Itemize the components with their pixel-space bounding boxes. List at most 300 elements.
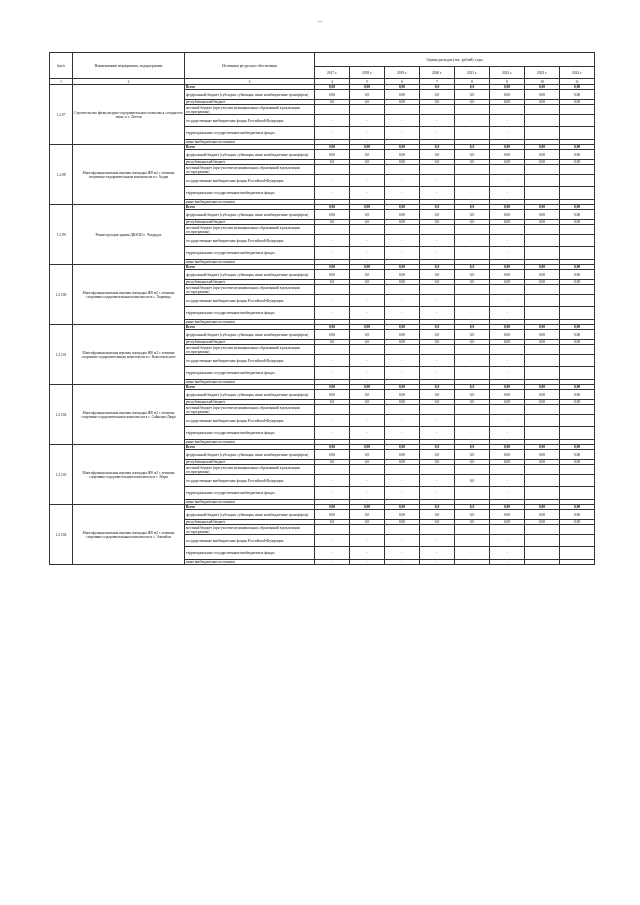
amount-cell: - bbox=[490, 487, 525, 500]
amount-cell: 0,0 bbox=[455, 210, 490, 220]
funding-source: территориальные государственные внебюджетные фонды bbox=[185, 307, 315, 320]
amount-cell bbox=[525, 285, 560, 295]
amount-cell: 0,0 bbox=[350, 330, 385, 340]
amount-cell: - bbox=[385, 547, 420, 560]
amount-cell: 0,00 bbox=[560, 445, 595, 450]
amount-cell: 0,0 bbox=[420, 460, 455, 465]
column-number: 2 bbox=[73, 79, 185, 85]
amount-cell bbox=[420, 285, 455, 295]
header-year: 2024 г. bbox=[560, 67, 595, 79]
amount-cell: - bbox=[350, 355, 385, 367]
amount-cell: 0,00 bbox=[385, 265, 420, 270]
amount-cell bbox=[560, 525, 595, 535]
column-number: 5 bbox=[350, 79, 385, 85]
amount-cell: - bbox=[455, 175, 490, 187]
amount-cell bbox=[420, 165, 455, 175]
amount-cell bbox=[560, 355, 595, 367]
amount-cell bbox=[525, 127, 560, 140]
item-name: Многофункциональная игровая площадка 800 м2 с летними спортивно-оздоровительным комплексом в с. Эльгяйчи bbox=[73, 505, 185, 565]
amount-cell: 0,00 bbox=[350, 325, 385, 330]
amount-cell: 0,0 bbox=[350, 510, 385, 520]
amount-cell: - bbox=[490, 415, 525, 427]
amount-cell bbox=[455, 465, 490, 475]
amount-cell: 0,0 bbox=[455, 325, 490, 330]
amount-cell bbox=[350, 465, 385, 475]
amount-cell bbox=[315, 345, 350, 355]
amount-cell bbox=[350, 525, 385, 535]
amount-cell: 0,0 bbox=[420, 400, 455, 405]
amount-cell: 0,00 bbox=[350, 385, 385, 390]
amount-cell: - bbox=[420, 427, 455, 440]
item-name: Строительство физкультурно-оздоровительного комплекса «открытого типа» в с. Легеля bbox=[73, 85, 185, 145]
amount-cell: 0,00 bbox=[315, 450, 350, 460]
amount-cell: - bbox=[385, 355, 420, 367]
funding-source: территориальные государственные внебюджетные фонды bbox=[185, 487, 315, 500]
amount-cell: - bbox=[350, 175, 385, 187]
funding-source: федеральный бюджет (субсидии, субвенции, иные межбюджетные трансферты) bbox=[185, 150, 315, 160]
amount-cell: - bbox=[490, 535, 525, 547]
amount-cell: 0,0 bbox=[350, 210, 385, 220]
amount-cell: - bbox=[420, 367, 455, 380]
amount-cell: 0,00 bbox=[350, 505, 385, 510]
amount-cell: - bbox=[490, 547, 525, 560]
amount-cell bbox=[560, 295, 595, 307]
amount-cell: - bbox=[490, 367, 525, 380]
amount-cell bbox=[525, 465, 560, 475]
amount-cell bbox=[525, 345, 560, 355]
amount-cell: 0,0 bbox=[315, 100, 350, 105]
amount-cell bbox=[420, 105, 455, 115]
amount-cell bbox=[490, 225, 525, 235]
amount-cell: 0,00 bbox=[315, 505, 350, 510]
amount-cell: - bbox=[455, 295, 490, 307]
amount-cell: 0,0 bbox=[420, 340, 455, 345]
amount-cell: 0,0 bbox=[420, 160, 455, 165]
amount-cell: 0,00 bbox=[385, 210, 420, 220]
item-code: 1.2.99 bbox=[50, 205, 73, 265]
amount-cell bbox=[315, 465, 350, 475]
item-name: Многофункциональная игровая площадка 800 м2 с летними спортивно-оздоровительным комплексом в с. Хоринцы bbox=[73, 265, 185, 325]
amount-cell bbox=[315, 285, 350, 295]
amount-cell: 0,00 bbox=[560, 210, 595, 220]
amount-cell bbox=[525, 225, 560, 235]
amount-cell: 0,00 bbox=[490, 205, 525, 210]
amount-cell: 0,0 bbox=[350, 150, 385, 160]
amount-cell: - bbox=[385, 247, 420, 260]
funding-source: государственные внебюджетные фонды Российской Федерации bbox=[185, 295, 315, 307]
amount-cell: 0,00 bbox=[315, 445, 350, 450]
amount-cell bbox=[560, 235, 595, 247]
amount-cell bbox=[385, 405, 420, 415]
amount-cell: - bbox=[315, 295, 350, 307]
amount-cell bbox=[525, 105, 560, 115]
amount-cell: - bbox=[420, 200, 455, 205]
amount-cell bbox=[560, 105, 595, 115]
funding-source: иные внебюджетные источники bbox=[185, 380, 315, 385]
amount-cell: - bbox=[490, 260, 525, 265]
amount-cell: 0,00 bbox=[385, 505, 420, 510]
amount-cell bbox=[560, 187, 595, 200]
amount-cell: 0,00 bbox=[560, 265, 595, 270]
amount-cell: - bbox=[385, 295, 420, 307]
item-code: 1.2.97 bbox=[50, 85, 73, 145]
amount-cell bbox=[560, 247, 595, 260]
amount-cell: 0,0 bbox=[455, 150, 490, 160]
amount-cell: - bbox=[385, 140, 420, 145]
amount-cell: 0,00 bbox=[525, 280, 560, 285]
amount-cell: - bbox=[315, 235, 350, 247]
amount-cell bbox=[315, 165, 350, 175]
item-code: 1.2.100 bbox=[50, 265, 73, 325]
amount-cell: - bbox=[420, 487, 455, 500]
amount-cell bbox=[455, 225, 490, 235]
amount-cell: 0,00 bbox=[385, 90, 420, 100]
amount-cell bbox=[560, 560, 595, 565]
amount-cell: - bbox=[315, 535, 350, 547]
amount-cell: 0,0 bbox=[455, 445, 490, 450]
amount-cell bbox=[525, 405, 560, 415]
amount-cell: 0,00 bbox=[490, 280, 525, 285]
amount-cell: - bbox=[385, 475, 420, 487]
amount-cell: - bbox=[350, 235, 385, 247]
amount-cell bbox=[525, 560, 560, 565]
amount-cell: - bbox=[455, 487, 490, 500]
funding-source: Всего bbox=[185, 145, 315, 150]
amount-cell: 0,00 bbox=[560, 330, 595, 340]
item-code: 1.2.102 bbox=[50, 385, 73, 445]
amount-cell: - bbox=[315, 260, 350, 265]
amount-cell bbox=[525, 367, 560, 380]
amount-cell: 0,00 bbox=[560, 280, 595, 285]
amount-cell bbox=[315, 225, 350, 235]
item-name: Многофункциональная игровая площадка 800 м2 с летними спортивно-оздоровительным комплексом в с. Сайылык-Дюра bbox=[73, 385, 185, 445]
amount-cell: 0,0 bbox=[420, 325, 455, 330]
amount-cell: 0,00 bbox=[525, 205, 560, 210]
amount-cell: 0,00 bbox=[385, 330, 420, 340]
funding-source: Всего bbox=[185, 205, 315, 210]
amount-cell: 0,00 bbox=[385, 280, 420, 285]
amount-cell: 0,00 bbox=[315, 210, 350, 220]
funding-source: Всего bbox=[185, 325, 315, 330]
amount-cell: - bbox=[350, 475, 385, 487]
amount-cell: - bbox=[315, 200, 350, 205]
amount-cell: - bbox=[315, 140, 350, 145]
amount-cell: 0,0 bbox=[315, 220, 350, 225]
amount-cell: 0,0 bbox=[420, 270, 455, 280]
amount-cell: - bbox=[455, 427, 490, 440]
amount-cell: 0,00 bbox=[525, 210, 560, 220]
amount-cell: 0,0 bbox=[455, 520, 490, 525]
amount-cell bbox=[560, 535, 595, 547]
header-year: 2019 г. bbox=[385, 67, 420, 79]
amount-cell: 0,0 bbox=[315, 460, 350, 465]
amount-cell: 0,00 bbox=[350, 145, 385, 150]
amount-cell: - bbox=[420, 560, 455, 565]
amount-cell bbox=[350, 105, 385, 115]
amount-cell: 0,00 bbox=[315, 90, 350, 100]
amount-cell: 0,00 bbox=[385, 205, 420, 210]
amount-cell: - bbox=[455, 500, 490, 505]
funding-source: иные внебюджетные источники bbox=[185, 500, 315, 505]
amount-cell: - bbox=[385, 235, 420, 247]
amount-cell: 0,00 bbox=[350, 85, 385, 90]
amount-cell: - bbox=[490, 200, 525, 205]
column-number: 1 bbox=[50, 79, 73, 85]
amount-cell: 0,00 bbox=[350, 445, 385, 450]
funding-source: местный бюджет (при участии муниципальных образований в реализации госпрограммы) bbox=[185, 465, 315, 475]
amount-cell bbox=[560, 475, 595, 487]
amount-cell: 0,0 bbox=[350, 390, 385, 400]
amount-cell: - bbox=[350, 440, 385, 445]
amount-cell bbox=[350, 285, 385, 295]
amount-cell bbox=[525, 307, 560, 320]
amount-cell: 0,00 bbox=[525, 330, 560, 340]
amount-cell: 0,0 bbox=[315, 280, 350, 285]
amount-cell: 0,00 bbox=[385, 145, 420, 150]
amount-cell bbox=[560, 547, 595, 560]
funding-source: федеральный бюджет (субсидии, субвенции, иные межбюджетные трансферты) bbox=[185, 450, 315, 460]
funding-source: местный бюджет (при участии муниципальных образований в реализации госпрограммы) bbox=[185, 405, 315, 415]
amount-cell: - bbox=[420, 475, 455, 487]
funding-source: республиканский бюджет bbox=[185, 340, 315, 345]
amount-cell: - bbox=[490, 235, 525, 247]
amount-cell bbox=[560, 487, 595, 500]
amount-cell bbox=[315, 405, 350, 415]
amount-cell: - bbox=[315, 115, 350, 127]
amount-cell bbox=[560, 465, 595, 475]
amount-cell: 0,00 bbox=[490, 145, 525, 150]
amount-cell: 0,0 bbox=[420, 280, 455, 285]
amount-cell: 0,00 bbox=[525, 385, 560, 390]
amount-cell: 0,00 bbox=[560, 510, 595, 520]
amount-cell bbox=[560, 175, 595, 187]
amount-cell: - bbox=[385, 560, 420, 565]
amount-cell bbox=[560, 115, 595, 127]
amount-cell bbox=[525, 535, 560, 547]
amount-cell: 0,00 bbox=[490, 385, 525, 390]
funding-source: республиканский бюджет bbox=[185, 280, 315, 285]
amount-cell: 0,00 bbox=[490, 100, 525, 105]
amount-cell: - bbox=[455, 547, 490, 560]
amount-cell bbox=[420, 345, 455, 355]
funding-source: государственные внебюджетные фонды Российской Федерации bbox=[185, 115, 315, 127]
amount-cell: 0,00 bbox=[385, 340, 420, 345]
amount-cell: - bbox=[420, 355, 455, 367]
funding-source: республиканский бюджет bbox=[185, 220, 315, 225]
amount-cell: - bbox=[350, 295, 385, 307]
amount-cell: - bbox=[490, 440, 525, 445]
amount-cell: - bbox=[385, 367, 420, 380]
column-number: 9 bbox=[490, 79, 525, 85]
amount-cell: 0,0 bbox=[315, 400, 350, 405]
amount-cell bbox=[455, 285, 490, 295]
amount-cell: - bbox=[385, 187, 420, 200]
amount-cell bbox=[385, 225, 420, 235]
column-number: 10 bbox=[525, 79, 560, 85]
amount-cell: - bbox=[350, 187, 385, 200]
amount-cell bbox=[490, 345, 525, 355]
funding-source: территориальные государственные внебюджетные фонды bbox=[185, 127, 315, 140]
amount-cell: - bbox=[315, 187, 350, 200]
amount-cell: 0,00 bbox=[560, 150, 595, 160]
amount-cell: 0,0 bbox=[315, 160, 350, 165]
amount-cell: - bbox=[420, 535, 455, 547]
amount-cell: 0,00 bbox=[315, 330, 350, 340]
amount-cell: - bbox=[350, 200, 385, 205]
amount-cell: 0,00 bbox=[560, 505, 595, 510]
funding-source: иные внебюджетные источники bbox=[185, 140, 315, 145]
amount-cell: - bbox=[315, 500, 350, 505]
amount-cell: - bbox=[385, 500, 420, 505]
amount-cell: - bbox=[350, 140, 385, 145]
amount-cell: 0,0 bbox=[455, 450, 490, 460]
amount-cell: 0,0 bbox=[455, 100, 490, 105]
amount-cell: - bbox=[490, 295, 525, 307]
amount-cell: 0,0 bbox=[455, 505, 490, 510]
amount-cell: 0,0 bbox=[350, 280, 385, 285]
amount-cell bbox=[455, 345, 490, 355]
funding-source: республиканский бюджет bbox=[185, 520, 315, 525]
amount-cell: - bbox=[385, 320, 420, 325]
amount-cell: 0,00 bbox=[525, 400, 560, 405]
amount-cell: - bbox=[455, 307, 490, 320]
amount-cell: 0,00 bbox=[560, 220, 595, 225]
amount-cell bbox=[420, 225, 455, 235]
amount-cell: 0,0 bbox=[350, 340, 385, 345]
funding-source: Всего bbox=[185, 265, 315, 270]
amount-cell bbox=[560, 427, 595, 440]
funding-source: государственные внебюджетные фонды Российской Федерации bbox=[185, 175, 315, 187]
amount-cell: 0,00 bbox=[315, 205, 350, 210]
amount-cell: 0,0 bbox=[455, 160, 490, 165]
amount-cell: - bbox=[455, 127, 490, 140]
amount-cell: 0,00 bbox=[560, 205, 595, 210]
amount-cell: 0,0 bbox=[420, 385, 455, 390]
amount-cell bbox=[525, 427, 560, 440]
amount-cell: - bbox=[350, 427, 385, 440]
amount-cell: - bbox=[385, 440, 420, 445]
funding-source: иные внебюджетные источники bbox=[185, 200, 315, 205]
amount-cell bbox=[560, 285, 595, 295]
amount-cell: 0,00 bbox=[525, 265, 560, 270]
funding-source: федеральный бюджет (субсидии, субвенции, иные межбюджетные трансферты) bbox=[185, 330, 315, 340]
amount-cell bbox=[455, 525, 490, 535]
amount-cell: 0,00 bbox=[490, 210, 525, 220]
amount-cell: 0,00 bbox=[525, 90, 560, 100]
amount-cell: 0,0 bbox=[350, 270, 385, 280]
funding-source: федеральный бюджет (субсидии, субвенции, иные межбюджетные трансферты) bbox=[185, 90, 315, 100]
amount-cell: 0,0 bbox=[455, 90, 490, 100]
amount-cell: 0,0 bbox=[420, 90, 455, 100]
amount-cell: - bbox=[315, 355, 350, 367]
amount-cell: 0,00 bbox=[490, 340, 525, 345]
amount-cell: 0,00 bbox=[315, 270, 350, 280]
amount-cell bbox=[350, 345, 385, 355]
header-source: Источники ресурсного обеспечения bbox=[185, 53, 315, 79]
amount-cell: 0,00 bbox=[350, 205, 385, 210]
amount-cell: - bbox=[455, 187, 490, 200]
amount-cell bbox=[560, 345, 595, 355]
funding-source: иные внебюджетные источники bbox=[185, 440, 315, 445]
amount-cell: 0,0 bbox=[420, 265, 455, 270]
funding-source: местный бюджет (при участии муниципальных образований в реализации госпрограммы) bbox=[185, 225, 315, 235]
amount-cell: 0,0 bbox=[455, 475, 490, 487]
amount-cell: 0,00 bbox=[490, 160, 525, 165]
amount-cell: 0,0 bbox=[350, 220, 385, 225]
amount-cell bbox=[315, 105, 350, 115]
amount-cell: 0,00 bbox=[560, 450, 595, 460]
amount-cell: - bbox=[350, 560, 385, 565]
amount-cell: - bbox=[315, 175, 350, 187]
amount-cell: - bbox=[490, 320, 525, 325]
amount-cell: - bbox=[455, 235, 490, 247]
amount-cell: 0,0 bbox=[420, 100, 455, 105]
amount-cell: - bbox=[420, 295, 455, 307]
amount-cell: 0,0 bbox=[455, 340, 490, 345]
amount-cell: - bbox=[420, 175, 455, 187]
amount-cell: 0,00 bbox=[490, 150, 525, 160]
header-name: Наименование мероприятия, подпрограммы bbox=[73, 53, 185, 79]
amount-cell: 0,0 bbox=[420, 520, 455, 525]
amount-cell: - bbox=[455, 320, 490, 325]
amount-cell: 0,0 bbox=[420, 510, 455, 520]
amount-cell: - bbox=[420, 115, 455, 127]
amount-cell: 0,00 bbox=[560, 390, 595, 400]
amount-cell bbox=[420, 465, 455, 475]
amount-cell: 0,0 bbox=[420, 150, 455, 160]
amount-cell: - bbox=[315, 475, 350, 487]
amount-cell bbox=[385, 525, 420, 535]
amount-cell: 0,00 bbox=[525, 150, 560, 160]
amount-cell: - bbox=[315, 547, 350, 560]
amount-cell: 0,00 bbox=[525, 325, 560, 330]
amount-cell: 0,0 bbox=[420, 390, 455, 400]
amount-cell: - bbox=[315, 247, 350, 260]
amount-cell: 0,00 bbox=[315, 85, 350, 90]
amount-cell: 0,00 bbox=[490, 400, 525, 405]
amount-cell: 0,00 bbox=[525, 340, 560, 345]
amount-cell: 0,00 bbox=[560, 160, 595, 165]
amount-cell bbox=[525, 115, 560, 127]
amount-cell: 0,0 bbox=[420, 445, 455, 450]
funding-source: государственные внебюджетные фонды Российской Федерации bbox=[185, 535, 315, 547]
amount-cell: 0,00 bbox=[385, 160, 420, 165]
funding-source: местный бюджет (при участии муниципальных образований в реализации госпрограммы) bbox=[185, 525, 315, 535]
amount-cell: 0,00 bbox=[560, 340, 595, 345]
amount-cell: 0,00 bbox=[490, 325, 525, 330]
amount-cell: 0,0 bbox=[420, 220, 455, 225]
amount-cell: - bbox=[490, 127, 525, 140]
amount-cell bbox=[490, 165, 525, 175]
amount-cell: 0,00 bbox=[385, 100, 420, 105]
amount-cell: - bbox=[490, 115, 525, 127]
amount-cell: 0,0 bbox=[455, 385, 490, 390]
amount-cell: 0,0 bbox=[455, 265, 490, 270]
amount-cell: - bbox=[490, 307, 525, 320]
amount-cell: - bbox=[420, 440, 455, 445]
amount-cell: - bbox=[420, 140, 455, 145]
amount-cell: - bbox=[420, 127, 455, 140]
amount-cell bbox=[455, 405, 490, 415]
amount-cell: - bbox=[420, 320, 455, 325]
amount-cell bbox=[350, 165, 385, 175]
amount-cell: - bbox=[385, 260, 420, 265]
funding-source: государственные внебюджетные фонды Российской Федерации bbox=[185, 475, 315, 487]
amount-cell: 0,00 bbox=[490, 330, 525, 340]
amount-cell: - bbox=[420, 187, 455, 200]
amount-cell: 0,00 bbox=[525, 270, 560, 280]
amount-cell: 0,00 bbox=[385, 400, 420, 405]
